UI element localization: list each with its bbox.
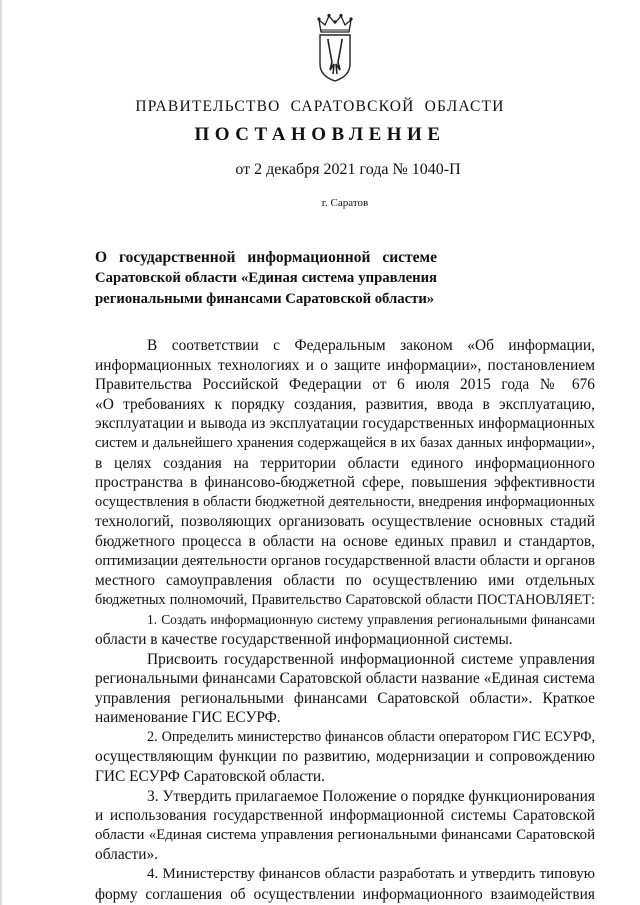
body-line: Правительства Российской Федерации от 6 июля 2015 года № 676 (95, 376, 595, 394)
body-line: осуществляющим функции по развитию, модернизации и сопровождению (95, 748, 595, 766)
subject-line: О государственной информационной системе (95, 249, 437, 266)
date-and-number: от 2 декабря 2021 года № 1040-П (235, 161, 461, 178)
body-line: информационных технологиях и о защите информации», постановлением (95, 356, 595, 374)
body-line: 3. Утвердить прилагаемое Положение о порядке функционирования (147, 787, 595, 805)
body-line: и использования государственной информационной системы Саратовской (95, 807, 595, 825)
body-line: ГИС ЕСУРФ Саратовской области. (95, 768, 326, 786)
body-line: систем и дальнейшего хранения содержащейся в их базах данных информации», (95, 434, 595, 451)
body-line: форму соглашения об осуществлении информационного взаимодействия (95, 885, 595, 903)
body-line: Присвоить государственной информационной системе управления (147, 650, 595, 668)
body-line: 2. Определить министерство финансов области оператором ГИС ЕСУРФ, (147, 728, 595, 745)
body-line: области в качестве государственной информационной системы. (95, 630, 513, 648)
body-line: наименование ГИС ЕСУРФ. (95, 709, 281, 727)
government-name: ПРАВИТЕЛЬСТВО САРАТОВСКОЙ ОБЛАСТИ (135, 98, 505, 115)
body-line: оптимизации деятельности органов государственной власти области и органов (95, 552, 595, 569)
body-line: региональными финансами Саратовской области название «Единая система (95, 670, 595, 688)
body-line: в целях создания на территории области единого информационного (95, 454, 595, 472)
subject-line: Саратовской области «Единая система управления (95, 270, 437, 286)
body-line: технологий, позволяющих организовать осуществление основных стадий (95, 513, 595, 531)
document-subject (95, 247, 437, 310)
body-line: управления региональными финансами Саратовской области». Краткое (95, 689, 595, 707)
body-line: осуществления в области бюджетной деятельности, внедрения информационных (95, 493, 595, 510)
body-line: 4. Министерству финансов области разработать и утвердить типовую (147, 866, 595, 883)
saratov-coat-of-arms-icon (313, 12, 357, 84)
body-line: области». (95, 846, 158, 864)
body-line: эксплуатации и вывода из эксплуатации государственных информационных (95, 415, 595, 433)
body-line: «О требованиях к порядку создания, развития, ввода в эксплуатацию, (95, 395, 595, 413)
city-name: г. Саратов (321, 197, 369, 209)
document-body (95, 336, 595, 904)
body-line: пространства в финансово-бюджетной сфере, повышения эффективности (95, 474, 595, 492)
body-line: бюджетных полномочий, Правительство Саратовской области ПОСТАНОВЛЯЕТ: (95, 591, 595, 608)
subject-line: региональными финансами Саратовской области» (95, 291, 435, 307)
body-line: местного самоуправления области по осуществлению ими отдельных (95, 572, 595, 590)
document-type-title: ПОСТАНОВЛЕНИЕ (194, 124, 446, 145)
body-line: области «Единая система управления региональными финансами Саратовской (95, 826, 595, 843)
body-line: В соответствии с Федеральным законом «Об информации, (147, 337, 595, 354)
body-line: 1. Создать информационную систему управления региональными финансами (147, 612, 595, 628)
body-line: бюджетного процесса в области на основе единых правил и стандартов, (95, 532, 595, 550)
